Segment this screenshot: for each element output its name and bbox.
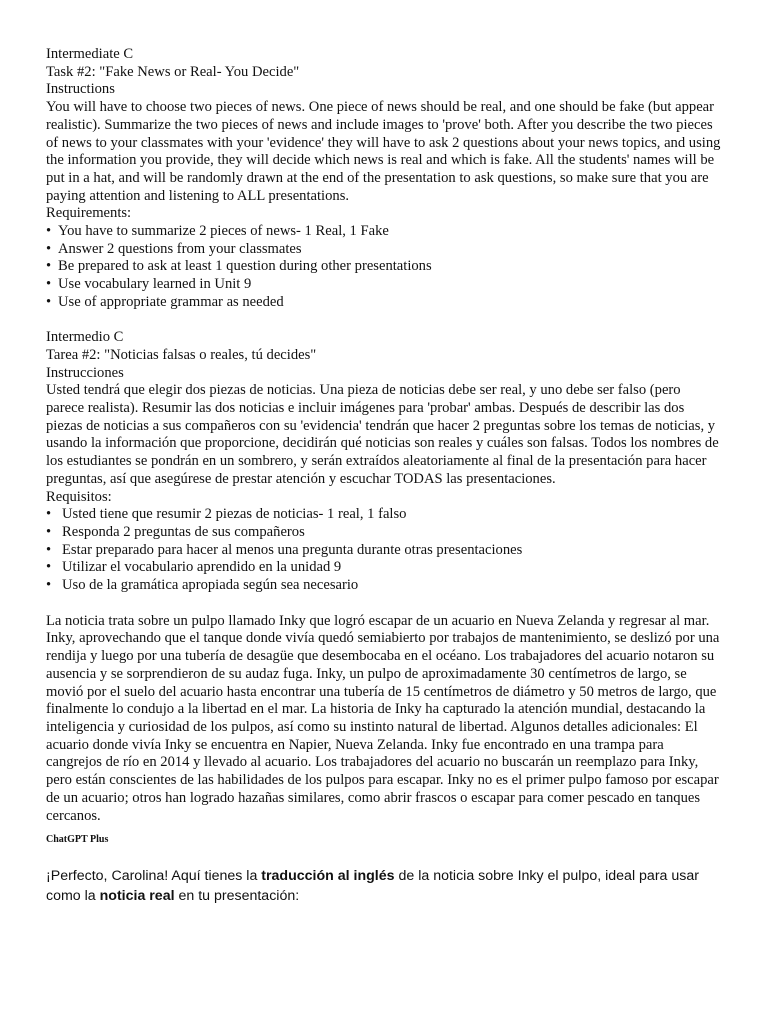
section-spacer — [46, 595, 722, 613]
english-requirements-list — [46, 223, 722, 312]
list-item: • Use vocabulary learned in Unit 9 — [46, 276, 252, 293]
spanish-requirements-list — [46, 506, 722, 595]
bullet-icon: • — [46, 559, 52, 576]
spanish-level: Intermedio C — [46, 329, 124, 346]
list-item: • Answer 2 questions from your classmates — [46, 240, 302, 257]
chatgpt-reply: ¡Perfecto, Carolina! Aquí tienes la traducción al inglés de la noticia sobre Inky el pulpo, ideal para usar como la noticia real en tu presentación: — [46, 868, 699, 904]
bullet-icon: • — [46, 240, 52, 257]
news-story-paragraph: La noticia trata sobre un pulpo llamado Inky que logró escapar de un acuario en Nueva Zelanda y regresar al mar. Inky, aprovechando que el tanque donde vivía quedó semiabierto por trabajos de mantenimiento, se deslizó por una rendija y luego por una tubería de desagüe que desembocaba en el océano. Los trabajadores del acuario notaron su ausencia y se sorprendieron de su audaz fuga. Inky, un pulpo de aproximadamente 30 centímetros de largo, se movió por el suelo del acuario hasta encontrar una tubería de 15 centímetros de diámetro y 50 metros de largo, que finalmente lo condujo a la libertad en el mar. La historia de Inky ha capturado la atención mundial, destacando la inteligencia y curiosidad de los pulpos, así como su instinto natural de libertad. Algunos detalles adicionales: El acuario donde vivía Inky se encuentra en Napier, Nueva Zelanda. Inky fue encontrado en una trampa para cangrejos de río en 2014 y llevado al acuario. Los trabajadores del acuario no buscarán un reemplazo para Inky, pero están conscientes de las habilidades de los pulpos para escapar. Inky no es el primer pulpo famoso por escapar de un acuario; otros han logrado hazañas similares, como abrir frascos o escapar para comer pescado en tanques cercanos. — [46, 612, 720, 824]
list-item: • Responda 2 preguntas de sus compañeros — [46, 523, 305, 540]
english-instructions-heading: Instructions — [46, 81, 115, 98]
bullet-icon: • — [46, 276, 52, 293]
english-instructions-text: You will have to choose two pieces of news. One piece of news should be real, and one should be fake (but appear realistic). Summarize the two pieces of news and include images to 'prove' both. After you describe the two pieces of news to your classmates with your 'evidence' they will have to ask 2 questions about your news topics, and using the information you provide, they will decide which news is real and which is fake. All the students' names will be put in a hat, and will be randomly drawn at the end of the presentation to ask questions, so make sure that you are paying attention and listening to ALL presentations. — [46, 99, 721, 204]
reply-bold-real-news: noticia real — [99, 887, 175, 904]
english-level: Intermediate C — [46, 46, 134, 62]
spanish-requirements-heading: Requisitos: — [46, 488, 112, 505]
list-item: • Be prepared to ask at least 1 question during other presentations — [46, 258, 432, 275]
list-item: • Utilizar el vocabulario aprendido en la unidad 9 — [46, 559, 342, 576]
spanish-instructions-text: Usted tendrá que elegir dos piezas de noticias. Una pieza de noticias debe ser real, y uno debe ser falso (pero parece realista). Resumir las dos noticias e incluir imágenes para 'probar' ambas. Después de describir las dos piezas de noticias a sus compañeros con su 'evidencia' tendrán que hacer 2 preguntas sobre los temas de noticias, y usando la información que proporcione, decidirán qué noticias son reales y cuáles son falsas. Todos los nombres de los estudiantes se pondrán en un sombrero, y serán extraídos aleatoriamente al final de la presentación para hacer preguntas, así que asegúrese de prestar atención y escuchar TODAS las presentaciones. — [46, 382, 719, 487]
bullet-icon: • — [46, 577, 52, 594]
document-page — [46, 46, 722, 920]
chatgpt-label: ChatGPT Plus — [46, 834, 109, 846]
bullet-icon: • — [46, 506, 52, 523]
bullet-icon: • — [46, 293, 52, 310]
english-requirements-heading: Requirements: — [46, 205, 132, 222]
list-item: • Uso de la gramática apropiada según sea necesario — [46, 577, 359, 594]
reply-bold-translation: traducción al inglés — [261, 868, 395, 885]
list-item: • Estar preparado para hacer al menos una pregunta durante otras presentaciones — [46, 541, 523, 558]
english-section — [46, 46, 722, 312]
english-task-title: Task #2: "Fake News or Real- You Decide" — [46, 63, 300, 80]
spanish-section — [46, 329, 722, 595]
spanish-task-title: Tarea #2: "Noticias falsas o reales, tú decides" — [46, 346, 317, 363]
spanish-instructions-heading: Instrucciones — [46, 364, 124, 381]
section-spacer — [46, 312, 722, 330]
list-item: • Usted tiene que resumir 2 piezas de noticias- 1 real, 1 falso — [46, 506, 407, 523]
bullet-icon: • — [46, 523, 52, 540]
list-item: • You have to summarize 2 pieces of news- 1 Real, 1 Fake — [46, 223, 389, 240]
bullet-icon: • — [46, 223, 52, 240]
list-item: • Use of appropriate grammar as needed — [46, 293, 284, 310]
bullet-icon: • — [46, 541, 52, 558]
bullet-icon: • — [46, 258, 52, 275]
